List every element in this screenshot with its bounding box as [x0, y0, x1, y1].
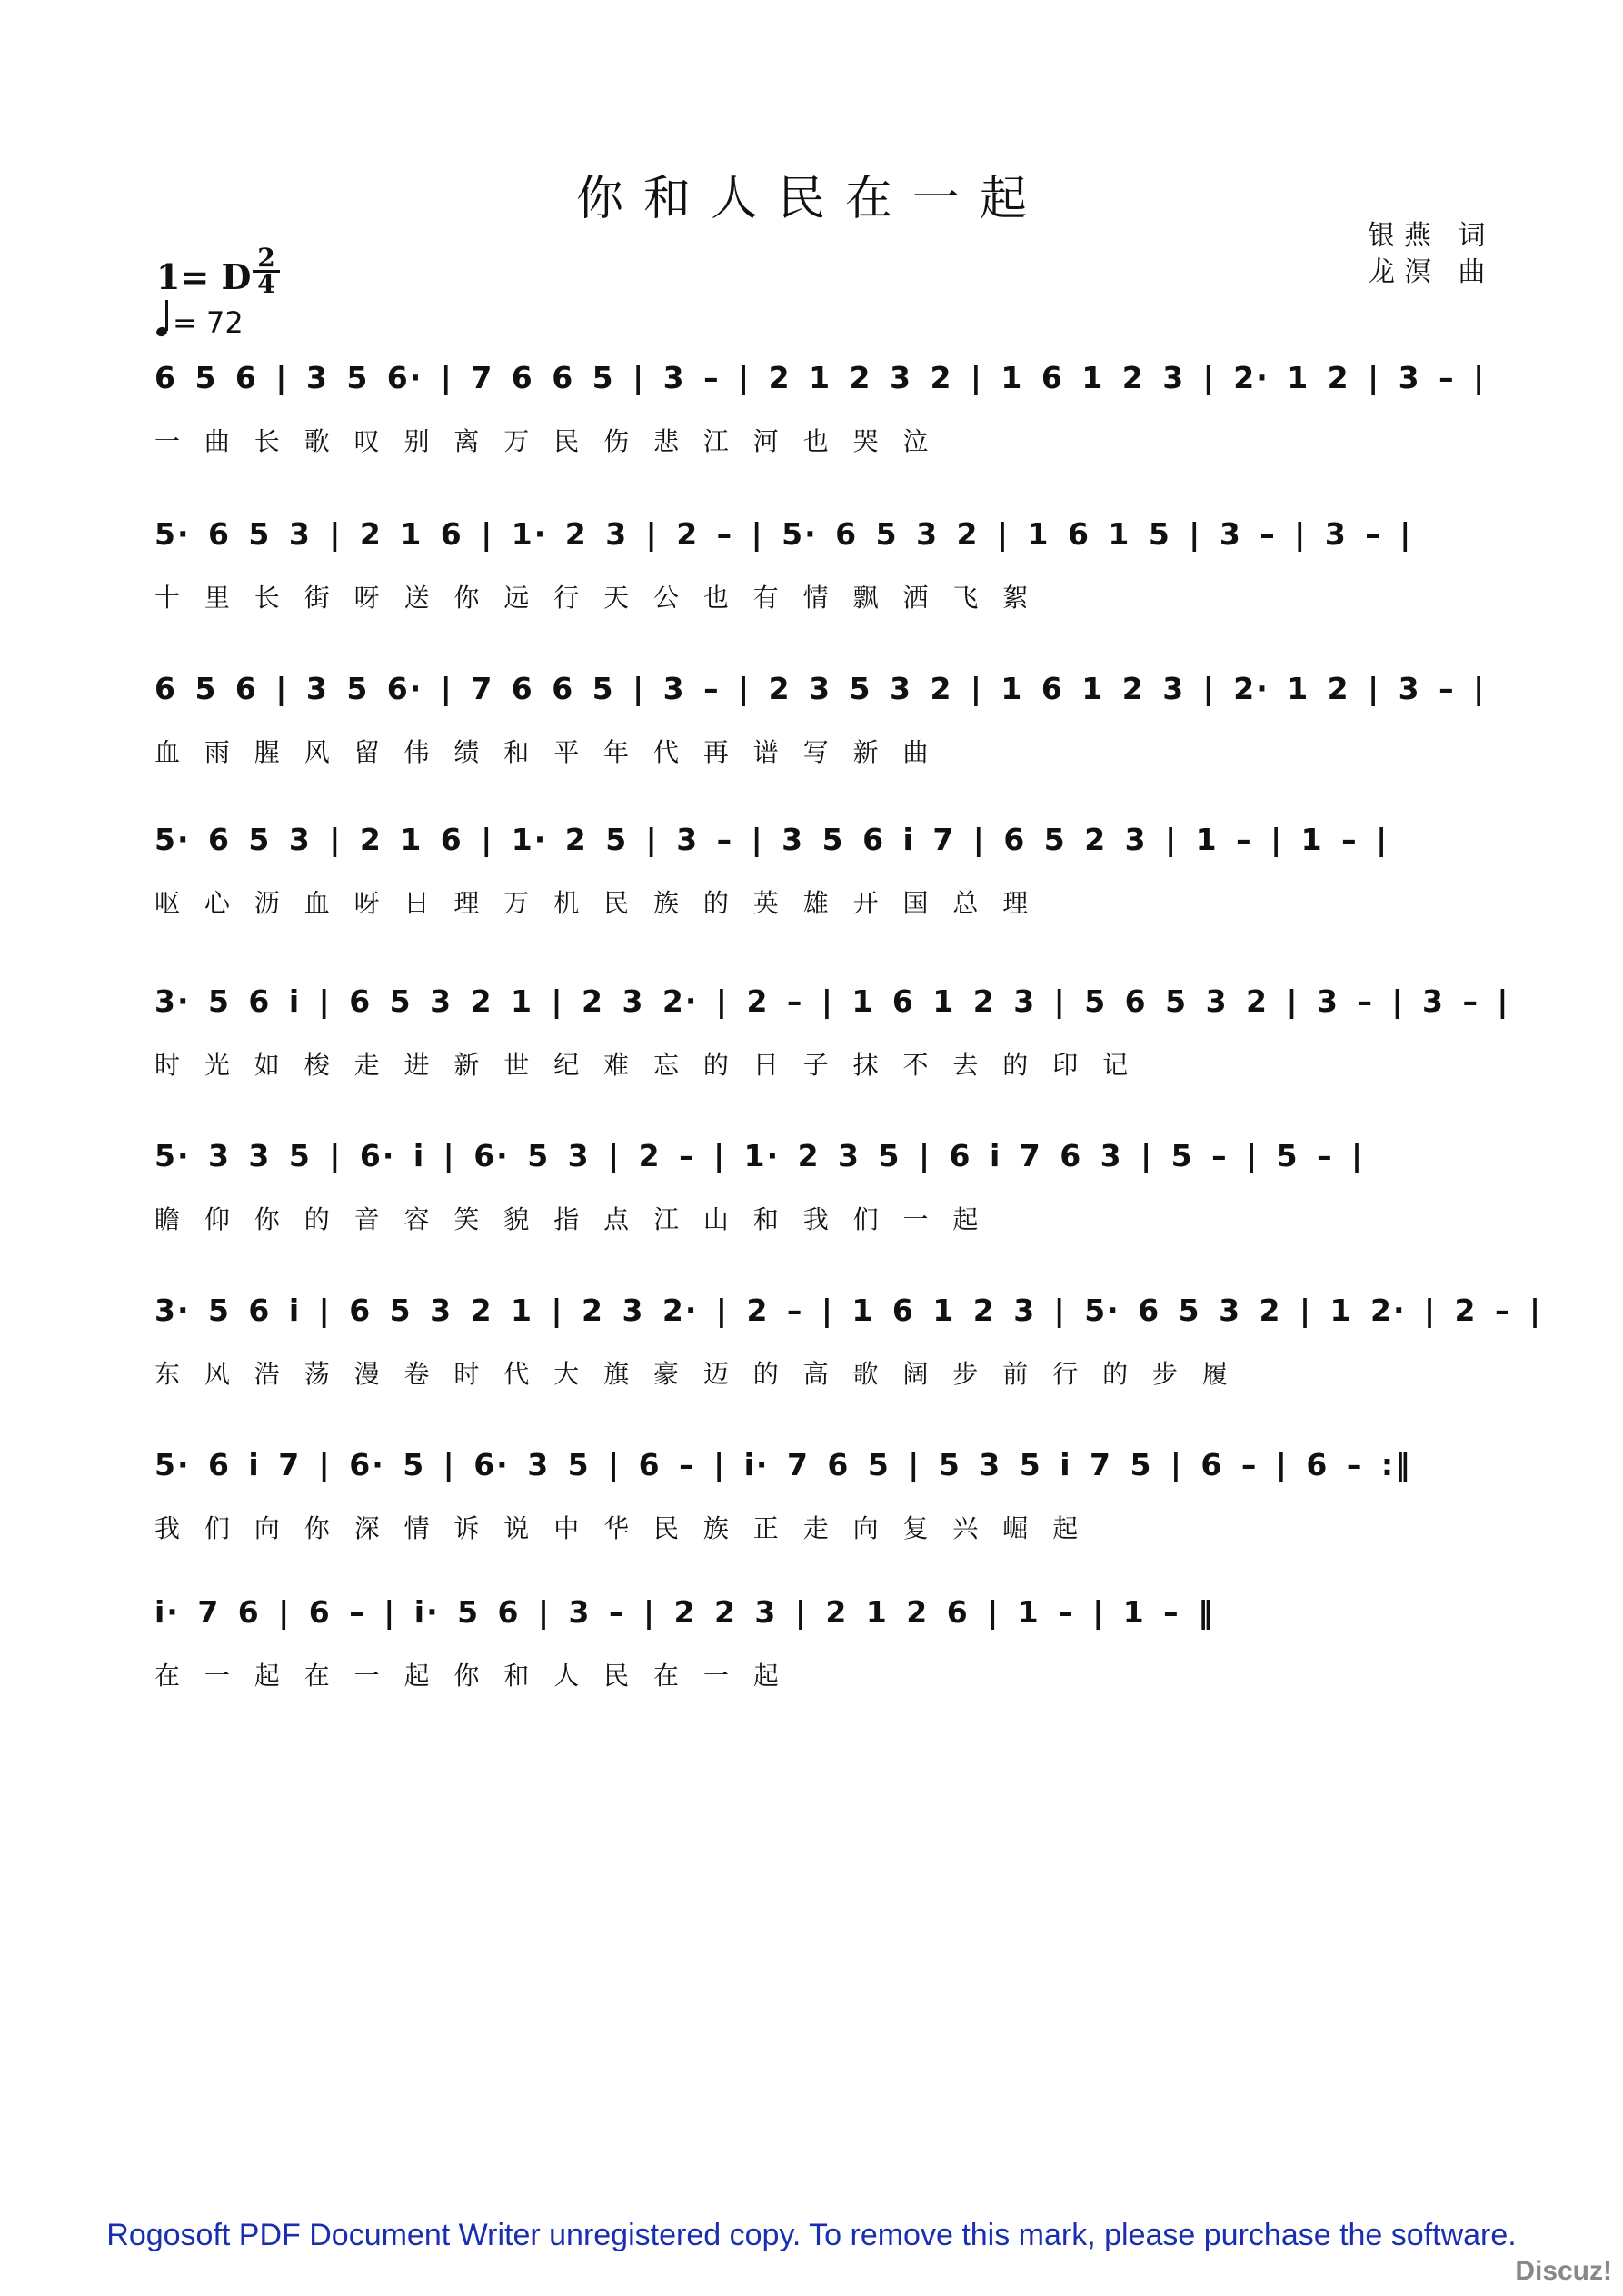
notation-line: i· 7 6 | 6 – | i· 5 6 | 3 – | 2 2 3 | 2 1 2 6 | 1 – | 1 – ‖ [154, 1594, 1215, 1630]
lyrics-line: 一 曲 长 歌 叹 别 离 万 民 伤 悲 江 河 也 哭 泣 [154, 426, 932, 456]
tempo-value: = 72 [173, 305, 244, 340]
notation-line: 5· 6 5 3 | 2 1 6 | 1· 2 5 | 3 – | 3 5 6 i 7 | 6 5 2 3 | 1 – | 1 – | [154, 822, 1389, 857]
meter-top: 2 [257, 243, 275, 273]
song-title: 你和人民在一起 [575, 172, 1047, 226]
lyrics-line: 十 里 长 街 呀 送 你 远 行 天 公 也 有 情 飘 洒 飞 絮 [154, 583, 1032, 613]
notation-line: 6 5 6 | 3 5 6· | 7 6 6 5 | 3 – | 2 1 2 3 2 | 1 6 1 2 3 | 2· 1 2 | 3 – | [154, 360, 1487, 395]
notation-line: 6 5 6 | 3 5 6· | 7 6 6 5 | 3 – | 2 3 5 3 2 | 1 6 1 2 3 | 2· 1 2 | 3 – | [154, 671, 1487, 706]
meter-bottom: 4 [257, 269, 275, 299]
lyrics-line: 时 光 如 梭 走 进 新 世 纪 难 忘 的 日 子 抹 不 去 的 印 记 [154, 1050, 1132, 1080]
lyrics-line: 血 雨 腥 风 留 伟 绩 和 平 年 代 再 谱 写 新 曲 [154, 737, 932, 767]
notation-line: 5· 6 5 3 | 2 1 6 | 1· 2 3 | 2 – | 5· 6 5 3 2 | 1 6 1 5 | 3 – | 3 – | [154, 516, 1413, 552]
lyrics-line: 东 风 浩 荡 漫 卷 时 代 大 旗 豪 迈 的 高 歌 阔 步 前 行 的 步 履 [154, 1359, 1231, 1389]
note-stem [165, 300, 168, 331]
tempo-marking [156, 302, 244, 340]
lyrics-line: 我 们 向 你 深 情 诉 说 中 华 民 族 正 走 向 复 兴 崛 起 [154, 1513, 1082, 1543]
key-signature: 1= D [156, 256, 252, 297]
lyrics-line: 呕 心 沥 血 呀 日 理 万 机 民 族 的 英 雄 开 国 总 理 [154, 888, 1032, 918]
lyrics-line: 在 一 起 在 一 起 你 和 人 民 在 一 起 [154, 1661, 782, 1691]
notation-line: 5· 3 3 5 | 6· i | 6· 5 3 | 2 – | 1· 2 3 5 | 6 i 7 6 3 | 5 – | 5 – | [154, 1138, 1365, 1173]
notation-line: 5· 6 i 7 | 6· 5 | 6· 3 5 | 6 – | i· 7 6 5 | 5 3 5 i 7 5 | 6 – | 6 – :‖ [154, 1447, 1412, 1482]
notation-line: 3· 5 6 i | 6 5 3 2 1 | 2 3 2· | 2 – | 1 6 1 2 3 | 5· 6 5 3 2 | 1 2· | 2 – | [154, 1293, 1543, 1328]
lyrics-line: 瞻 仰 你 的 音 容 笑 貌 指 点 江 山 和 我 们 一 起 [154, 1204, 982, 1234]
composer-credit: 龙溟 曲 [1368, 256, 1495, 288]
time-signature [253, 243, 280, 299]
watermark-footer: Rogosoft PDF Document Writer unregistered copy. To remove this mark, please purchase the software. [106, 2218, 1517, 2252]
brand-mark: Discuz! [1515, 2256, 1612, 2286]
credits [1368, 218, 1495, 291]
lyricist-credit: 银燕 词 [1368, 220, 1495, 252]
notation-line: 3· 5 6 i | 6 5 3 2 1 | 2 3 2· | 2 – | 1 6 1 2 3 | 5 6 5 3 2 | 3 – | 3 – | [154, 983, 1510, 1019]
